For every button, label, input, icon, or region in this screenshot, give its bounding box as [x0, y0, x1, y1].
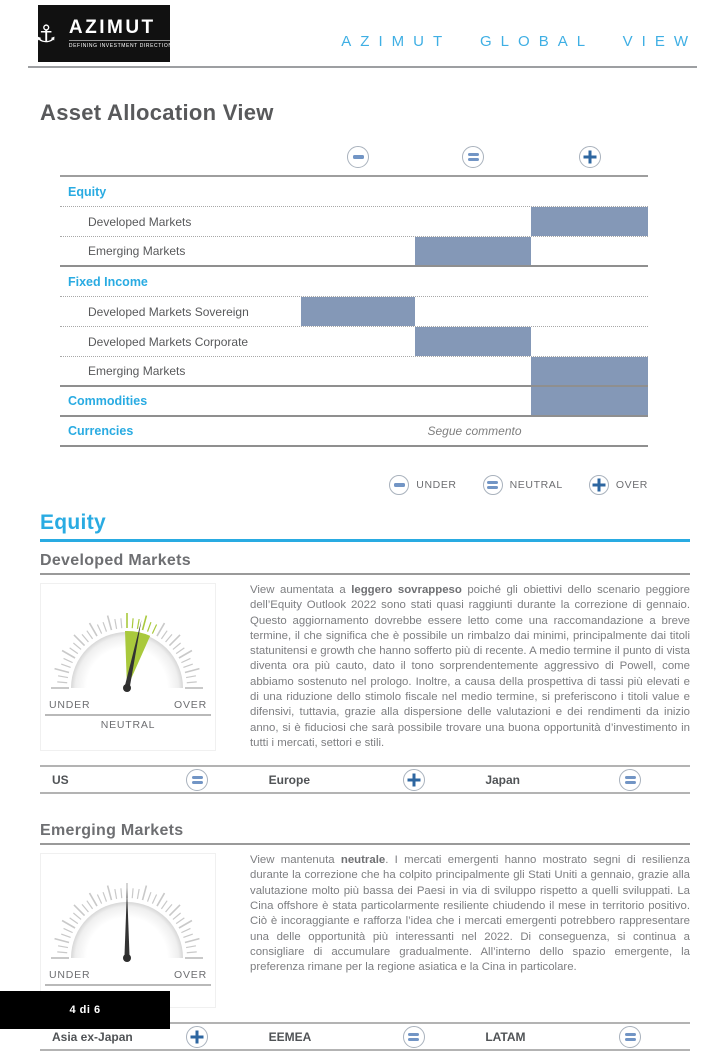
allocation-row-developed-markets-corporate — [60, 327, 648, 357]
emerging-markets-commentary: View mantenuta neutrale. I mercati emergenti hanno mostrato segni di resilienza durante la correzione che ha colpito principalmente gli Stati Uniti a gennaio, grazie alla valutazione molto più bassa dei Paesi in via di sviluppo rispetto a quelli sviluppati. La Cina offshore è stata particolarmente resiliente chiudendo il mese in territorio positivo. Ciò è incoraggiante e rafforza l’idea che i mercati emergenti potrebbero rappresentare una delle opportunità più interessanti nel 2022. Di conseguenza, si continua a consigliare di accumulare gradualmente. All’interno dello spazio emergente, la preferenza rimane per la regione asiatica e la Cina in particolare. — [250, 854, 691, 974]
plus-circle-icon — [579, 146, 601, 168]
equals-circle-icon — [462, 146, 484, 168]
plus-circle-icon — [589, 475, 609, 495]
azimut-logo — [35, 5, 173, 62]
allocation-bar-over — [531, 207, 648, 236]
region-label: Japan — [485, 772, 521, 787]
allocation-cell-neutral — [415, 297, 531, 326]
allocation-row-label: Emerging Markets — [88, 244, 186, 258]
page-title: Asset Allocation View — [40, 100, 274, 125]
allocation-row-note: Segue commento — [427, 424, 522, 438]
region-cell-europe — [257, 769, 474, 791]
allocation-cell-under — [301, 207, 415, 236]
page-number: 4 di 6 — [0, 991, 170, 1029]
allocation-cell-neutral — [415, 207, 531, 236]
logo-brand-text: AZIMUT — [68, 17, 156, 38]
region-label: EEMEA — [268, 1029, 312, 1044]
plus-circle-icon — [403, 769, 425, 791]
developed-markets-commentary: View aumentata a leggero sovrappeso poiché gli obiettivi dello scenario peggiore dell’Equity Outlook 2022 sono stati quasi raggiunti durante la correzione di gennaio. Questo aggiornamento dovrebbe essere letto come una raccomandazione a breve termine, il che significa che è possibile un rimbalzo dai minimi, principalmente dai titoli statunitensi e growth che hanno sofferto più di recente. A medio termine il punto di vista diventa ora più cauto, dato il tono sorprendentemente aggressivo di Powell, come abbiamo sostenuto nel prologo. Inoltre, a causa della prospettiva di tassi più elevati e di una riduzione dello stimolo fiscale nel medio termine, si preferiscono i titoli value e difensivi, tuttavia, grazie alla dispersione delle valutazioni e dei rendimenti da inizio anno, si è fiduciosi che sarà possibile trovare una buona opportunità d’investimento in tutti i mercati, settori e stili. — [250, 584, 691, 749]
allocation-row-label: Developed Markets — [88, 214, 192, 229]
section-heading-equity: Equity — [40, 511, 690, 542]
legend-item-neutral — [483, 475, 563, 495]
equals-circle-icon — [619, 769, 641, 791]
allocation-row-emerging-markets — [60, 237, 648, 267]
region-label: LATAM — [485, 1029, 526, 1044]
gauge-dial-icon — [43, 862, 213, 967]
allocation-cell-over — [531, 237, 648, 265]
allocation-row-emerging-markets — [60, 357, 648, 387]
region-label: Europe — [268, 772, 310, 787]
allocation-cell-neutral — [415, 357, 531, 385]
allocation-cell-under — [301, 297, 415, 326]
allocation-row-label: Fixed Income — [68, 274, 148, 289]
minus-circle-icon — [389, 475, 409, 495]
allocation-table — [60, 146, 648, 447]
region-cell-latam — [473, 1026, 690, 1048]
legend-item-over — [589, 475, 648, 495]
subsection-heading-developed-markets: Developed Markets — [40, 552, 690, 575]
allocation-row-commodities — [60, 387, 648, 417]
column-icon-minus — [301, 146, 415, 168]
allocation-cell-over — [531, 207, 648, 236]
gauge-under-label: UNDER — [49, 969, 91, 982]
allocation-cell-under — [301, 327, 415, 356]
allocation-bar-under — [301, 297, 415, 326]
header-rule — [28, 66, 697, 68]
region-cell-eemea — [257, 1026, 474, 1048]
equals-circle-icon — [483, 475, 503, 495]
gauge-dial-icon — [43, 592, 213, 697]
allocation-row-developed-markets — [60, 207, 648, 237]
developed-markets-block — [40, 583, 690, 751]
column-icon-plus — [531, 146, 648, 168]
allocation-bar-over — [531, 357, 648, 385]
allocation-cell-neutral — [415, 267, 531, 296]
gauge-baseline — [45, 714, 211, 716]
gauge-baseline — [45, 984, 211, 986]
allocation-cell-over — [531, 357, 648, 385]
equals-circle-icon — [186, 769, 208, 791]
gauge-neutral-label: NEUTRAL — [100, 719, 156, 731]
column-icon-equals — [415, 146, 531, 168]
allocation-cell-over — [531, 177, 648, 206]
allocation-row-currencies — [60, 417, 648, 447]
allocation-row-label: Currencies — [68, 424, 134, 438]
allocation-bar-neutral — [415, 327, 531, 356]
allocation-legend — [0, 475, 648, 495]
allocation-row-developed-markets-sovereign — [60, 297, 648, 327]
allocation-cell-under — [301, 357, 415, 385]
allocation-cell-over — [531, 327, 648, 356]
masthead-title: AZIMUT GLOBAL VIEW — [341, 33, 697, 50]
legend-item-under — [389, 475, 456, 495]
allocation-cell-neutral — [415, 387, 531, 415]
allocation-row-fixed-income — [60, 267, 648, 297]
allocation-column-icons — [60, 146, 648, 168]
developed-markets-regions-row — [40, 765, 690, 794]
allocation-cell-over — [531, 267, 648, 296]
report-page — [0, 5, 725, 1044]
gauge-developed-markets — [40, 583, 216, 751]
allocation-cell-over — [531, 297, 648, 326]
allocation-cell-under — [301, 387, 415, 415]
allocation-cell-under — [301, 237, 415, 265]
region-cell-us — [40, 769, 257, 791]
legend-label: UNDER — [416, 479, 457, 491]
allocation-row-equity — [60, 177, 648, 207]
minus-circle-icon — [347, 146, 369, 168]
allocation-row-label: Commodities — [68, 394, 148, 408]
region-label: Asia ex-Japan — [52, 1029, 133, 1044]
region-cell-japan — [473, 769, 690, 791]
allocation-row-label: Developed Markets Sovereign — [88, 304, 249, 319]
legend-label: NEUTRAL — [509, 479, 563, 491]
gauge-under-label: UNDER — [49, 699, 91, 711]
allocation-cell-neutral — [415, 327, 531, 356]
gauge-over-label: OVER — [174, 969, 207, 982]
equals-circle-icon — [403, 1026, 425, 1048]
plus-circle-icon — [186, 1026, 208, 1048]
logo-tagline-text: DEFINING INVESTMENT DIRECTION — [69, 40, 173, 49]
legend-label: OVER — [615, 479, 648, 491]
allocation-rows — [60, 175, 648, 447]
allocation-cell-neutral — [415, 237, 531, 265]
page-header — [35, 5, 697, 62]
subsection-heading-emerging-markets: Emerging Markets — [40, 822, 690, 845]
gauge-over-label: OVER — [174, 699, 207, 711]
allocation-bar-over — [531, 387, 648, 415]
region-label: US — [52, 772, 69, 787]
allocation-cell-under — [301, 177, 415, 206]
allocation-cell-over — [531, 387, 648, 415]
allocation-cell-neutral — [415, 177, 531, 206]
allocation-row-label: Developed Markets Corporate — [88, 334, 249, 349]
equals-circle-icon — [619, 1026, 641, 1048]
allocation-row-label: Equity — [68, 184, 107, 199]
sextant-logo-icon: ⚓ — [35, 22, 57, 46]
allocation-cell-under — [301, 267, 415, 296]
emerging-markets-block — [40, 853, 690, 1008]
gauge-emerging-markets — [40, 853, 216, 1008]
allocation-row-label: Emerging Markets — [88, 364, 186, 378]
allocation-bar-neutral — [415, 237, 531, 265]
